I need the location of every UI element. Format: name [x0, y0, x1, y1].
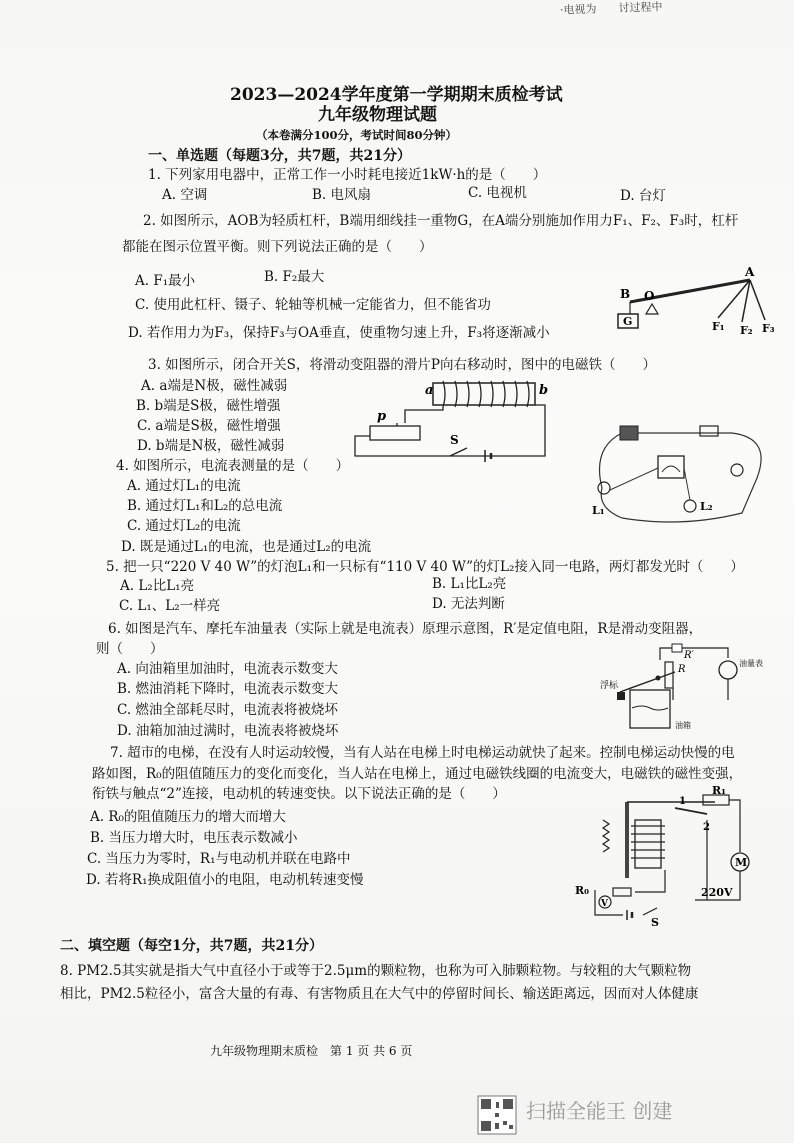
label-p: p — [377, 409, 387, 424]
q4-option-b: B. 通过灯L₁和L₂的总电流 — [127, 498, 283, 514]
exam-subtitle: 九年级物理试题 — [318, 105, 437, 125]
q7-stem-line1: 7. 超市的电梯，在没有人时运动较慢，当有人站在电梯上时电梯运动就快了起来。控制电梯运动快慢的电 — [110, 745, 735, 761]
q3-option-c: C. a端是S极，磁性增强 — [137, 418, 281, 434]
label-F1: F₁ — [712, 320, 725, 333]
q3-option-b: B. b端是S极，磁性增强 — [136, 398, 281, 414]
exam-title: 2023—2024学年度第一学期期末质检考试 — [230, 85, 563, 105]
page-footer: 九年级物理期末质检 第 1 页 共 6 页 — [210, 1044, 413, 1058]
q7-option-c: C. 当压力为零时，R₁与电动机并联在电路中 — [87, 851, 351, 867]
q2-stem-line2: 都能在图示位置平衡。则下列说法正确的是（ ） — [122, 239, 433, 255]
q5-option-d: D. 无法判断 — [432, 596, 505, 612]
q5-stem: 5. 把一只“220 V 40 W”的灯泡L₁和一只标有“110 V 40 W”的灯L₂接入同一电路，两灯都发光时（ ） — [106, 559, 744, 575]
scanner-watermark: 扫描全能王 创建 — [526, 1099, 673, 1123]
label-R: R — [678, 664, 686, 675]
q2-stem-line1: 2. 如图所示，AOB为轻质杠杆，B端用细线挂一重物G，在A端分别施加作用力F₁、F₂、F₃时，杠杆 — [143, 213, 739, 229]
q5-option-a: A. L₂比L₁亮 — [120, 578, 195, 594]
q1-option-c: C. 电视机 — [468, 185, 527, 201]
q1-option-a: A. 空调 — [162, 187, 208, 203]
label-S: S — [651, 916, 659, 929]
label-b: b — [539, 383, 549, 398]
label-contact1: 1 — [679, 796, 686, 807]
exam-note: （本卷满分100分，考试时间80分钟） — [256, 128, 458, 142]
parallel-circuit-figure — [582, 418, 782, 530]
label-L1: L₁ — [592, 504, 605, 517]
q5-option-c: C. L₁、L₂一样亮 — [119, 598, 221, 614]
q1-stem: 1. 下列家用电器中，正常工作一小时耗电接近1kW·h的是（ ） — [148, 167, 547, 183]
qr-code-icon — [478, 1096, 516, 1134]
q6-option-c: C. 燃油全部耗尽时，电流表将被烧坏 — [117, 702, 338, 718]
q7-option-a: A. R₀的阻值随压力的增大而增大 — [90, 809, 286, 825]
q2-option-d: D. 若作用力为F₃，保持F₃与OA垂直，使重物匀速上升，F₃将逐渐减小 — [128, 325, 550, 341]
q4-option-c: C. 通过灯L₂的电流 — [127, 518, 241, 534]
q3-stem: 3. 如图所示，闭合开关S，将滑动变阻器的滑片P向右移动时，图中的电磁铁（ ） — [148, 357, 657, 373]
label-B: B — [620, 287, 631, 301]
label-M: M — [735, 856, 748, 869]
label-F2: F₂ — [740, 324, 753, 337]
q6-stem-line1: 6. 如图是汽车、摩托车油量表（实际上就是电流表）原理示意图，R′是定值电阻，R是滑动变阻器， — [108, 621, 703, 637]
q7-stem-line3: 衔铁与触点“2”连接，电动机的转速变快。以下说法正确的是（ ） — [92, 786, 506, 802]
label-a: a — [425, 383, 434, 398]
q6-stem-line2: 则（ ） — [96, 641, 164, 657]
q8-line2: 相比，PM2.5粒径小，富含大量的有毒、有害物质且在大气中的停留时间长、输送距离远，因而对人体健康 — [60, 986, 699, 1002]
label-Rp: R′ — [684, 650, 694, 661]
label-float: 浮标 — [600, 681, 619, 691]
label-220V: 220V — [701, 886, 733, 899]
q2-option-b: B. F₂最大 — [264, 269, 325, 285]
fuel-gauge-figure — [600, 640, 763, 732]
label-A: A — [745, 265, 755, 279]
label-R0: R₀ — [575, 884, 589, 897]
label-R1: R₁ — [712, 784, 726, 797]
q8-line1: 8. PM2.5其实就是指大气中直径小于或等于2.5μm的颗粒物，也称为可入肺颗粒物。与较粗的大气颗粒物 — [60, 963, 692, 979]
section2-heading: 二、填空题（每空1分，共7题，共21分） — [60, 938, 323, 954]
q2-option-a: A. F₁最小 — [135, 273, 196, 289]
q2-option-c: C. 使用此杠杆、镊子、轮轴等机械一定能省力，但不能省功 — [135, 297, 491, 313]
q4-option-a: A. 通过灯L₁的电流 — [127, 478, 241, 494]
q3-option-a: A. a端是N极，磁性减弱 — [141, 378, 288, 394]
electromagnet-figure — [355, 378, 555, 466]
label-tank: 油箱 — [675, 721, 691, 730]
label-V: V — [601, 899, 608, 909]
q6-option-b: B. 燃油消耗下降时，电流表示数变大 — [117, 681, 339, 697]
q7-option-d: D. 若将R₁换成阻值小的电阻，电动机转速变慢 — [86, 872, 364, 888]
section1-heading: 一、单选题（每题3分，共7题，共21分） — [148, 148, 411, 164]
bleed-through-text: ·电视为 讨过程中 — [559, 0, 663, 17]
q1-option-d: D. 台灯 — [620, 188, 666, 204]
lever-figure — [600, 262, 785, 342]
q3-option-d: D. b端是N极，磁性减弱 — [137, 438, 285, 454]
q1-option-b: B. 电风扇 — [312, 187, 372, 203]
elevator-circuit-figure — [575, 784, 750, 935]
label-F3: F₃ — [762, 322, 775, 335]
q4-option-d: D. 既是通过L₁的电流，也是通过L₂的电流 — [121, 539, 372, 555]
label-S: S — [450, 433, 459, 447]
q4-stem: 4. 如图所示，电流表测量的是（ ） — [116, 458, 350, 474]
q6-option-a: A. 向油箱里加油时，电流表示数变大 — [117, 661, 338, 677]
q6-option-d: D. 油箱加油过满时，电流表将被烧坏 — [117, 723, 339, 739]
label-L2: L₂ — [700, 500, 713, 513]
label-G: G — [623, 315, 633, 328]
label-meter: 油量表 — [739, 659, 763, 668]
q5-option-b: B. L₁比L₂亮 — [432, 576, 507, 592]
q7-stem-line2: 路如图，R₀的阻值随压力的变化而变化，当人站在电梯上，通过电磁铁线圈的电流变大，电磁铁的磁性变强， — [92, 766, 743, 782]
label-O: O — [644, 289, 655, 303]
label-contact2: 2 — [703, 822, 710, 833]
q7-option-b: B. 当压力增大时，电压表示数减小 — [90, 830, 298, 846]
